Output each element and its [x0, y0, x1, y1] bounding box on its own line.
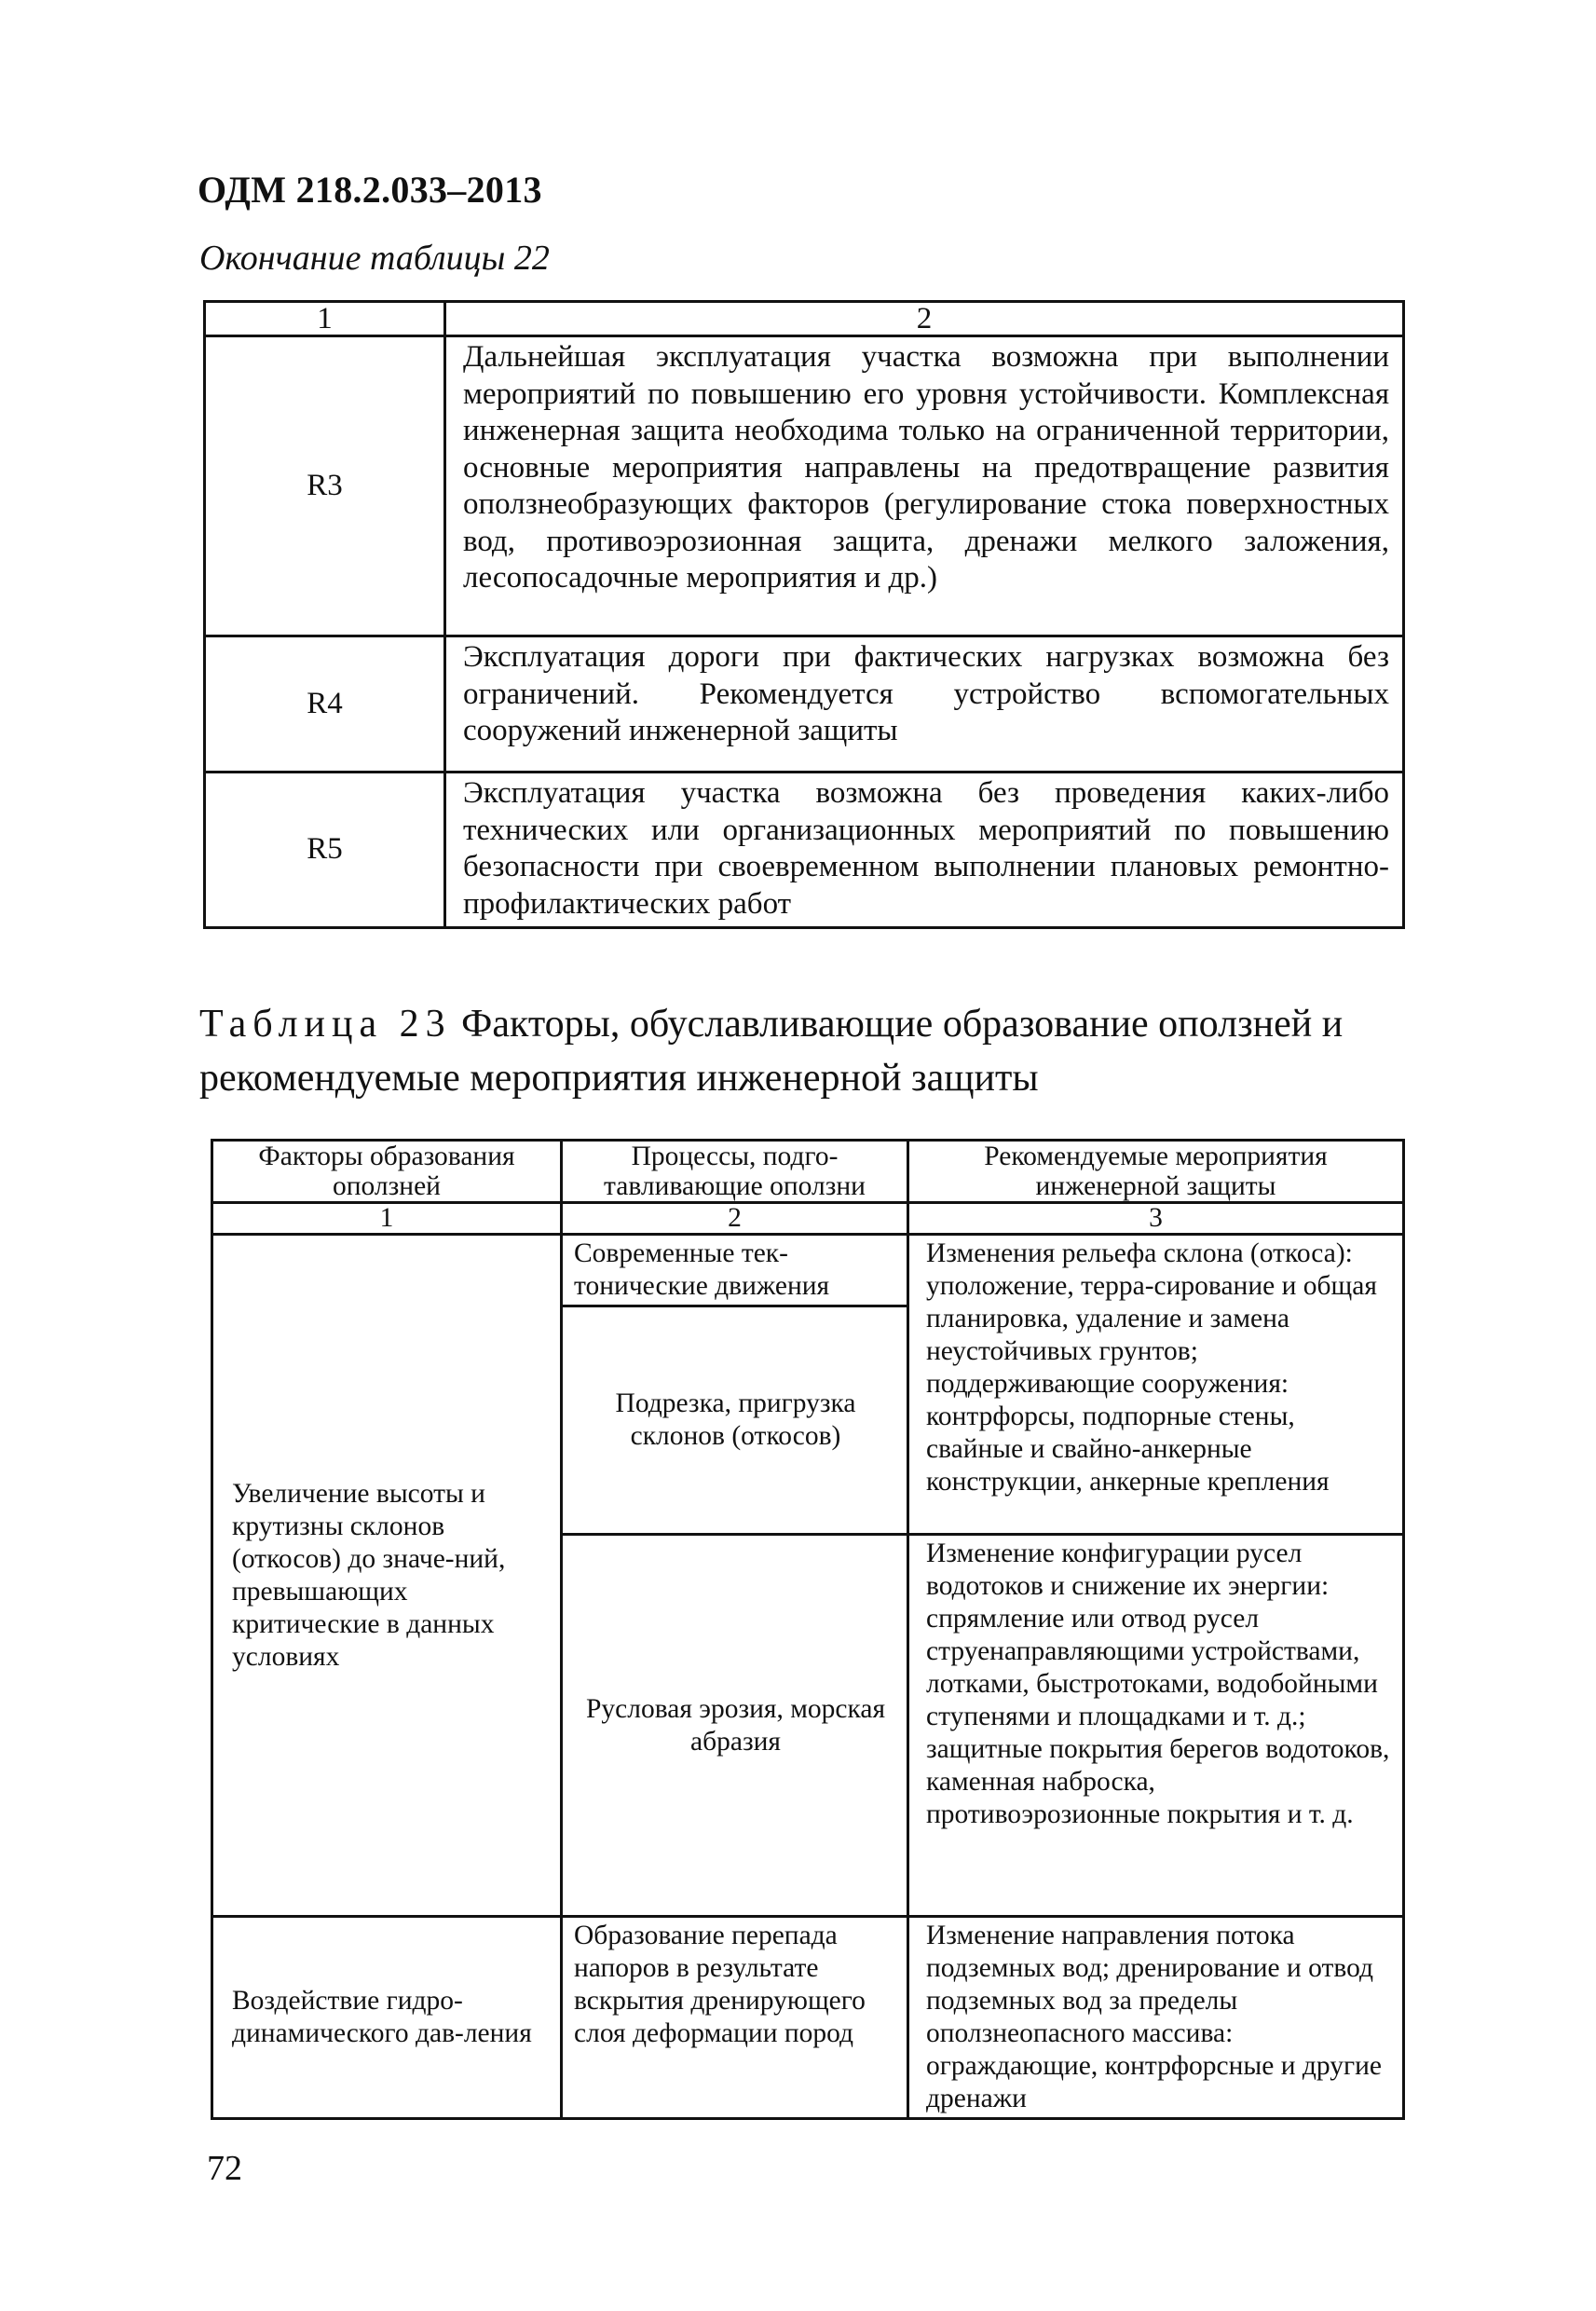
table-row: [205, 773, 1404, 928]
measure-cell: Изменения рельефа склона (откоса): уположение, терра-сирование и общая планировка, удаление и замена неустойчивых грунтов; поддерживающие сооружения: контрфорсы, подпорные стены, свайные и свайно-анкерные конструкции, анкерные крепления: [908, 1235, 1404, 1535]
table23-header-cell: Рекомендуемые мероприятия инженерной защиты: [908, 1141, 1404, 1203]
table-22: [203, 300, 1405, 929]
table23-caption: [199, 997, 1411, 1105]
risk-code-cell: R3: [205, 336, 445, 636]
table22-header-cell: 2: [445, 302, 1404, 336]
measure-cell: Изменение конфигурации русел водотоков и снижение их энергии: спрямление или отвод русел струенаправляющими устройствами, лотками, быстротоками, водобойными ступенями и площадками и т. д.; защитные покрытия берегов водотоков, каменная наброска, противоэрозионные покрытия и т. д.: [908, 1535, 1404, 1917]
column-number-cell: 1: [212, 1203, 562, 1235]
risk-description-cell: Дальнейшая эксплуатация участка возможна при выполнении мероприятий по повышению его уровня устойчивости. Комплексная инженерная защита необходима только на ограниченной территории, основные мероприятия направлены на предотвращение развития оползнеобразующих факторов (регулирование стока поверхностных вод, противоэрозионная защита, дренажи мелкого заложения, лесопосадочные мероприятия и др.): [445, 336, 1404, 636]
table23-header-cell: Процессы, подго-тавливающие оползни: [562, 1141, 908, 1203]
process-cell: Образование перепада напоров в результате вскрытия дренирующего слоя деформации пород: [562, 1917, 908, 2119]
table23-caption-text: Факторы, обуславливающие образование оползней и рекомендуемые мероприятия инженерной защиты: [199, 1003, 1344, 1100]
process-cell: Русловая эрозия, морская абразия: [562, 1535, 908, 1917]
table-row: [205, 636, 1404, 773]
table22-caption: Окончание таблицы 22: [199, 239, 550, 278]
risk-description-cell: Эксплуатация дороги при фактических нагрузках возможна без ограничений. Рекомендуется устройство вспомогательных сооружений инженерной защиты: [445, 636, 1404, 773]
document-code: ОДМ 218.2.033–2013: [198, 169, 542, 211]
factor-cell: Увеличение высоты и крутизны склонов (откосов) до значе-ний, превышающих критические в данных условиях: [212, 1235, 562, 1917]
table22-header-cell: 1: [205, 302, 445, 336]
factor-cell: Воздействие гидро-динамического дав-ления: [212, 1917, 562, 2119]
column-number-cell: 2: [562, 1203, 908, 1235]
table22-header-row: [205, 302, 1404, 336]
table23-number-row: [212, 1203, 1404, 1235]
risk-code-cell: R5: [205, 773, 445, 928]
measure-cell: Изменение направления потока подземных вод; дренирование и отвод подземных вод за пределы оползнеопасного массива: ограждающие, контрфорсные и другие дренажи: [908, 1917, 1404, 2119]
table-row: [205, 336, 1404, 636]
table23-caption-label: Таблица 23: [199, 1003, 452, 1046]
risk-description-cell: Эксплуатация участка возможна без проведения каких-либо технических или организационных мероприятий по повышению безопасности при своевременном выполнении плановых ремонтно-профилактических работ: [445, 773, 1404, 928]
table-row: [212, 1917, 1404, 2119]
table-row: [212, 1235, 1404, 1306]
risk-code-cell: R4: [205, 636, 445, 773]
table23-header-cell: Факторы образования оползней: [212, 1141, 562, 1203]
page-number: 72: [207, 2149, 242, 2188]
column-number-cell: 3: [908, 1203, 1404, 1235]
process-cell: Современные тек-тонические движения: [562, 1235, 908, 1306]
table-23: [211, 1139, 1405, 2120]
table23-header-row: [212, 1141, 1404, 1203]
process-cell: Подрезка, пригрузка склонов (откосов): [562, 1306, 908, 1535]
